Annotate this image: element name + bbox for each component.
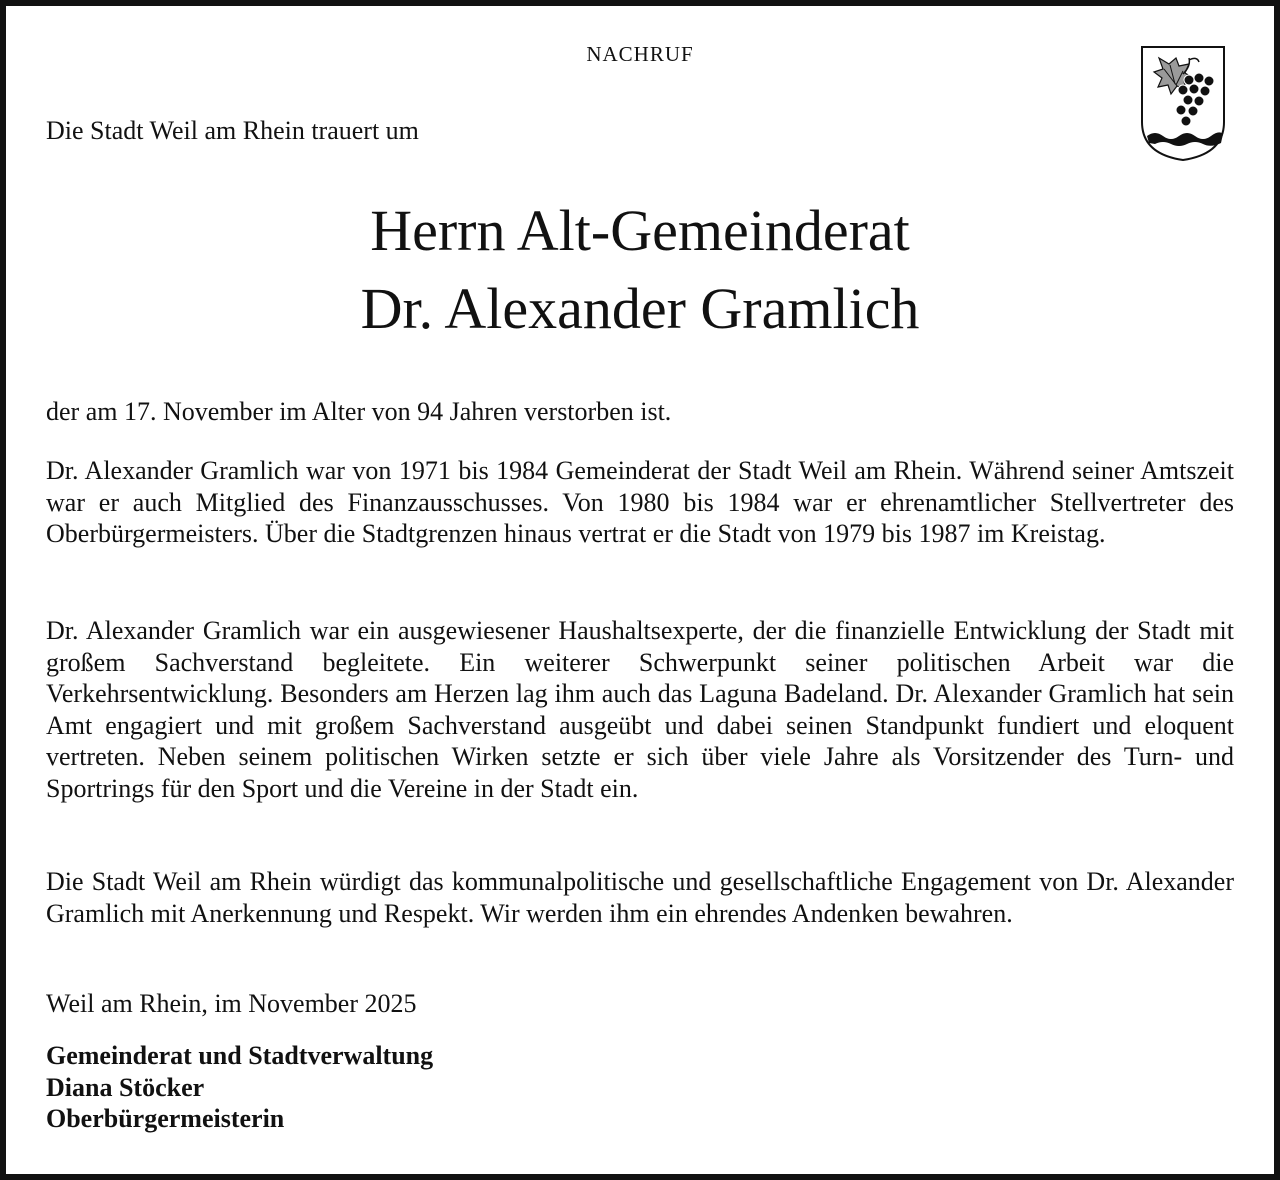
tribute-paragraph: Die Stadt Weil am Rhein würdigt das kommunalpolitische und gesellschaftliche Engagement von Dr. Alexander Gramlich mit Anerkennung und Respekt. Wir werden ihm ein ehrendes Andenken bewahren. — [46, 867, 1234, 928]
signature-line-2: Diana Stöcker — [46, 1072, 205, 1102]
signature-line-1: Gemeinderat und Stadtverwaltung — [46, 1041, 434, 1070]
title-line-1: Herrn Alt-Gemeinderat — [370, 198, 910, 263]
deceased-name-heading — [0, 192, 1280, 348]
coat-of-arms-icon — [1139, 44, 1227, 162]
title-line-2: Dr. Alexander Gramlich — [360, 276, 920, 341]
biography-paragraph-1: Dr. Alexander Gramlich war von 1971 bis 1984 Gemeinderat der Stadt Weil am Rhein. Während seiner Amtszeit war er auch Mitglied des Finanzausschusses. Von 1980 bis 1984 war er ehrenamtlicher Stellvertreter des Oberbürgermeisters. Über die Stadtgrenzen hinaus vertrat er die Stadt von 1979 bis 1987 im Kreistag. — [46, 456, 1234, 548]
signature-block — [46, 1040, 433, 1135]
notice-heading: NACHRUF — [586, 42, 694, 66]
intro-line: Die Stadt Weil am Rhein trauert um — [46, 116, 419, 145]
place-and-date: Weil am Rhein, im November 2025 — [46, 989, 417, 1018]
death-notice-line: der am 17. November im Alter von 94 Jahren verstorben ist. — [46, 397, 672, 426]
signature-line-3: Oberbürgermeisterin — [46, 1104, 285, 1133]
biography-paragraph-2: Dr. Alexander Gramlich war ein ausgewiesener Haushaltsexperte, der die finanzielle Entwicklung der Stadt mit großem Sachverstand begleitete. Ein weiterer Schwerpunkt seiner politischen Arbeit war die Verkehrsentwicklung. Besonders am Herzen lag ihm auch das Laguna Badeland. Dr. Alexander Gramlich hat sein Amt engagiert und mit großem Sachverstand ausgeübt und dabei seinen Standpunkt fundiert und eloquent vertreten. Neben seinem politischen Wirken setzte er sich über viele Jahre als Vorsitzender des Turn- und Sportrings für den Sport und die Vereine in der Stadt ein. — [46, 616, 1234, 803]
